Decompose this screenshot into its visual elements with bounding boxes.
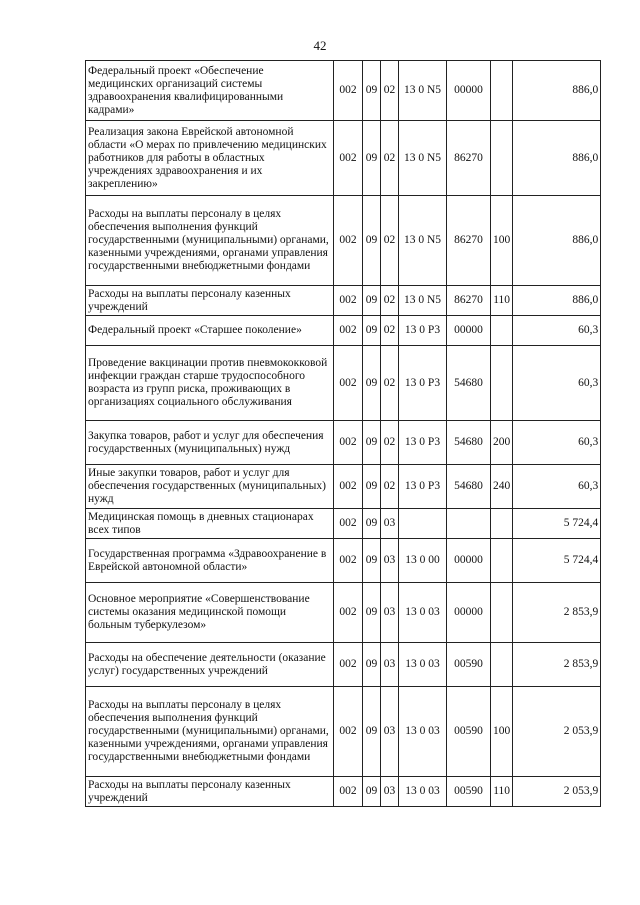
subsection-code: 02 (381, 465, 399, 509)
ministry-code: 002 (334, 421, 363, 465)
target-expense-code: 00000 (447, 61, 491, 121)
amount: 2 053,9 (513, 777, 601, 807)
amount: 60,3 (513, 421, 601, 465)
row-name: Реализация закона Еврейской автономной области «О мерах по привлечению медицинских работников для работы в областных учреждениях здравоохранения и их закреплению» (86, 121, 334, 196)
amount: 60,3 (513, 316, 601, 346)
row-name: Иные закупки товаров, работ и услуг для обеспечения государственных (муниципальных) нужд (86, 465, 334, 509)
target-article-code: 13 0 N5 (399, 196, 447, 286)
page-number: 42 (313, 38, 327, 53)
expense-type-code: 110 (491, 777, 513, 807)
section-code: 09 (363, 465, 381, 509)
target-article-code: 13 0 03 (399, 583, 447, 643)
row-name: Основное мероприятие «Совершенствование системы оказания медицинской помощи больным туберкулезом» (86, 583, 334, 643)
section-code: 09 (363, 421, 381, 465)
expense-type-code (491, 583, 513, 643)
target-expense-code: 00000 (447, 583, 491, 643)
table-row (86, 539, 601, 583)
amount: 2 853,9 (513, 583, 601, 643)
table-row (86, 509, 601, 539)
ministry-code: 002 (334, 539, 363, 583)
target-article-code: 13 0 N5 (399, 121, 447, 196)
target-expense-code: 00000 (447, 316, 491, 346)
amount: 5 724,4 (513, 509, 601, 539)
ministry-code: 002 (334, 316, 363, 346)
target-article-code: 13 0 N5 (399, 61, 447, 121)
table-row (86, 316, 601, 346)
table-row (86, 121, 601, 196)
subsection-code: 03 (381, 509, 399, 539)
ministry-code: 002 (334, 61, 363, 121)
expense-type-code (491, 61, 513, 121)
ministry-code: 002 (334, 346, 363, 421)
expense-type-code: 240 (491, 465, 513, 509)
subsection-code: 02 (381, 61, 399, 121)
section-code: 09 (363, 643, 381, 687)
row-name: Закупка товаров, работ и услуг для обеспечения государственных (муниципальных) нужд (86, 421, 334, 465)
target-article-code (399, 509, 447, 539)
expense-type-code (491, 316, 513, 346)
section-code: 09 (363, 286, 381, 316)
table-row (86, 61, 601, 121)
target-article-code: 13 0 N5 (399, 286, 447, 316)
amount: 60,3 (513, 465, 601, 509)
amount: 886,0 (513, 61, 601, 121)
amount: 60,3 (513, 346, 601, 421)
target-expense-code: 00590 (447, 777, 491, 807)
row-name: Расходы на выплаты персоналу в целях обеспечения выполнения функций государственными (муниципальными) органами, казенными учреждениями, органами управления государственными внебюджетными фондами (86, 687, 334, 777)
amount: 886,0 (513, 121, 601, 196)
target-article-code: 13 0 P3 (399, 465, 447, 509)
table-row (86, 286, 601, 316)
budget-table (85, 60, 601, 807)
target-expense-code: 00590 (447, 643, 491, 687)
subsection-code: 03 (381, 539, 399, 583)
row-name: Расходы на обеспечение деятельности (оказание услуг) государственных учреждений (86, 643, 334, 687)
target-expense-code: 00590 (447, 687, 491, 777)
section-code: 09 (363, 509, 381, 539)
ministry-code: 002 (334, 583, 363, 643)
section-code: 09 (363, 61, 381, 121)
row-name: Расходы на выплаты персоналу в целях обеспечения выполнения функций государственными (муниципальными) органами, казенными учреждениями, органами управления государственными внебюджетными фондами (86, 196, 334, 286)
table-row (86, 687, 601, 777)
target-article-code: 13 0 P3 (399, 421, 447, 465)
expense-type-code (491, 121, 513, 196)
row-name: Федеральный проект «Обеспечение медицинских организаций системы здравоохранения квалифицированными кадрами» (86, 61, 334, 121)
subsection-code: 03 (381, 643, 399, 687)
amount: 886,0 (513, 286, 601, 316)
subsection-code: 02 (381, 421, 399, 465)
subsection-code: 02 (381, 196, 399, 286)
row-name: Медицинская помощь в дневных стационарах всех типов (86, 509, 334, 539)
amount: 5 724,4 (513, 539, 601, 583)
section-code: 09 (363, 346, 381, 421)
ministry-code: 002 (334, 687, 363, 777)
target-expense-code: 86270 (447, 286, 491, 316)
target-article-code: 13 0 03 (399, 643, 447, 687)
ministry-code: 002 (334, 465, 363, 509)
section-code: 09 (363, 583, 381, 643)
target-article-code: 13 0 P3 (399, 316, 447, 346)
expense-type-code: 200 (491, 421, 513, 465)
table-row (86, 465, 601, 509)
section-code: 09 (363, 777, 381, 807)
target-expense-code: 54680 (447, 465, 491, 509)
target-expense-code: 86270 (447, 121, 491, 196)
ministry-code: 002 (334, 196, 363, 286)
table-row (86, 643, 601, 687)
section-code: 09 (363, 539, 381, 583)
expense-type-code (491, 346, 513, 421)
target-article-code: 13 0 P3 (399, 346, 447, 421)
target-expense-code: 54680 (447, 421, 491, 465)
expense-type-code: 110 (491, 286, 513, 316)
subsection-code: 03 (381, 583, 399, 643)
amount: 2 853,9 (513, 643, 601, 687)
section-code: 09 (363, 687, 381, 777)
subsection-code: 03 (381, 687, 399, 777)
target-article-code: 13 0 00 (399, 539, 447, 583)
table-row (86, 583, 601, 643)
row-name: Проведение вакцинации против пневмококковой инфекции граждан старше трудоспособного возраста из групп риска, проживающих в организациях социального обслуживания (86, 346, 334, 421)
target-article-code: 13 0 03 (399, 777, 447, 807)
target-expense-code: 86270 (447, 196, 491, 286)
subsection-code: 03 (381, 777, 399, 807)
ministry-code: 002 (334, 121, 363, 196)
expense-type-code (491, 509, 513, 539)
expense-type-code (491, 539, 513, 583)
subsection-code: 02 (381, 316, 399, 346)
section-code: 09 (363, 316, 381, 346)
row-name: Расходы на выплаты персоналу казенных учреждений (86, 777, 334, 807)
amount: 886,0 (513, 196, 601, 286)
ministry-code: 002 (334, 777, 363, 807)
target-article-code: 13 0 03 (399, 687, 447, 777)
row-name: Государственная программа «Здравоохранение в Еврейской автономной области» (86, 539, 334, 583)
expense-type-code (491, 643, 513, 687)
table-row (86, 777, 601, 807)
row-name: Федеральный проект «Старшее поколение» (86, 316, 334, 346)
ministry-code: 002 (334, 286, 363, 316)
expense-type-code: 100 (491, 687, 513, 777)
ministry-code: 002 (334, 509, 363, 539)
ministry-code: 002 (334, 643, 363, 687)
target-expense-code: 00000 (447, 539, 491, 583)
target-expense-code (447, 509, 491, 539)
section-code: 09 (363, 196, 381, 286)
table-row (86, 196, 601, 286)
subsection-code: 02 (381, 286, 399, 316)
subsection-code: 02 (381, 346, 399, 421)
target-expense-code: 54680 (447, 346, 491, 421)
table-row (86, 346, 601, 421)
expense-type-code: 100 (491, 196, 513, 286)
row-name: Расходы на выплаты персоналу казенных учреждений (86, 286, 334, 316)
table-row (86, 421, 601, 465)
amount: 2 053,9 (513, 687, 601, 777)
section-code: 09 (363, 121, 381, 196)
subsection-code: 02 (381, 121, 399, 196)
